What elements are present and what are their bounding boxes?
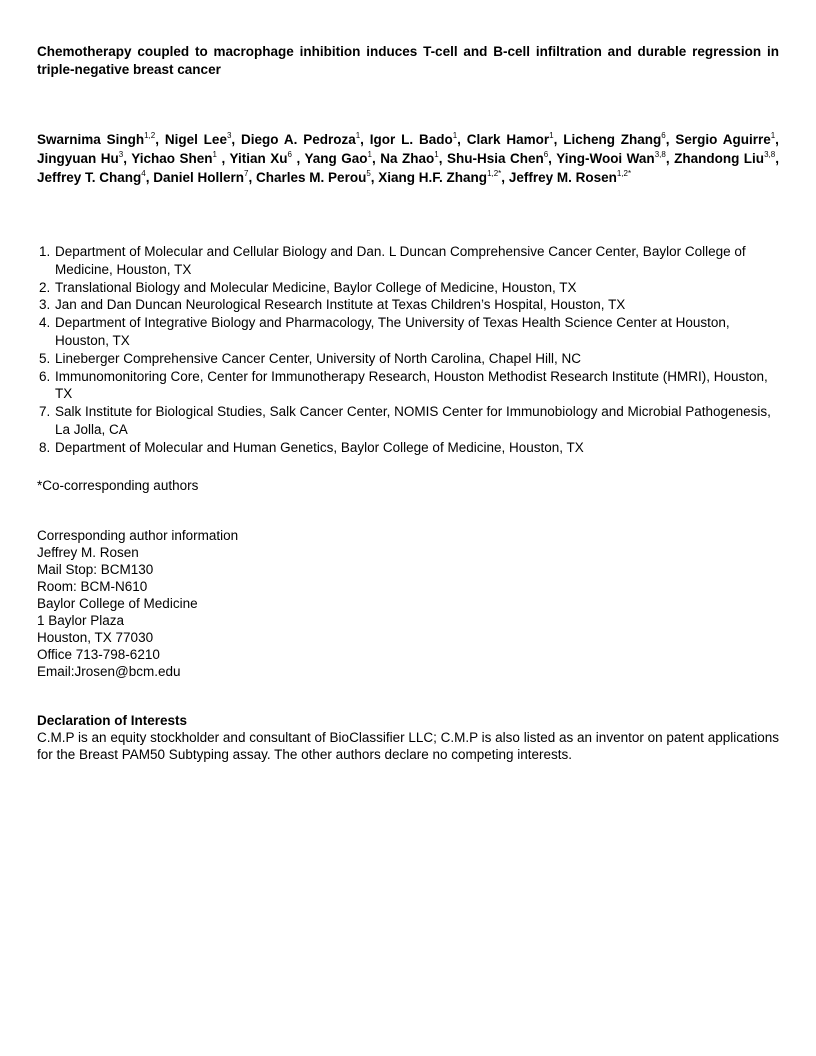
author-name: Swarnima Singh: [37, 132, 145, 147]
contact-line: Room: BCM-N610: [37, 579, 148, 594]
author-name: Clark Hamor: [466, 132, 550, 147]
contact-line: Houston, TX 77030: [37, 630, 154, 645]
author-separator: ,: [775, 151, 779, 166]
affiliation-item: [37, 314, 779, 350]
affiliation-text: Jan and Dan Duncan Neurological Research Institute at Texas Children’s Hospital, Houston, TX: [55, 297, 626, 313]
author-affiliation-sup: 6: [543, 150, 549, 159]
affiliation-item: [37, 296, 779, 314]
author-affiliation-sup: 1,2*: [487, 169, 502, 178]
author-affiliation-sup: 1: [770, 131, 776, 140]
affiliation-text: Immunomonitoring Core, Center for Immunotherapy Research, Houston Methodist Research Institute (HMRI), Houston, TX: [55, 368, 768, 402]
author-name: Jeffrey T. Chang: [37, 170, 142, 185]
author-name: Xiang H.F. Zhang: [378, 170, 488, 185]
author-separator: ,: [291, 151, 301, 166]
author-name: Igor L. Bado: [369, 132, 453, 147]
affiliation-number: 6.: [39, 368, 51, 384]
affiliation-item: [37, 243, 779, 279]
author-affiliation-sup: 1: [549, 131, 554, 140]
author-affiliation-sup: 1: [212, 150, 217, 159]
author-name: Nigel Lee: [164, 132, 227, 147]
author-separator: ,: [553, 132, 558, 147]
author-affiliation-sup: 6: [661, 131, 666, 140]
paper-title: Chemotherapy coupled to macrophage inhibition induces T-cell and B-cell infiltration and durable regression in triple-negative breast cancer: [37, 44, 779, 77]
author-separator: ,: [155, 132, 159, 147]
author-affiliation-sup: 3: [226, 131, 232, 140]
author-affiliation-sup: 3: [118, 150, 124, 159]
affiliation-number: 7.: [39, 404, 51, 420]
author-affiliation-sup: 5: [366, 169, 371, 178]
declaration-of-interests: [37, 712, 779, 763]
contact-line: Baylor College of Medicine: [37, 596, 198, 611]
author-separator: ,: [231, 132, 236, 147]
affiliation-number: 1.: [39, 244, 51, 259]
affiliation-number: 5.: [39, 350, 51, 366]
author-separator: ,: [360, 132, 364, 147]
affiliation-text: Salk Institute for Biological Studies, Salk Cancer Center, NOMIS Center for Immunobiology and Microbial Pathogenesis, La Jolla, CA: [55, 404, 771, 437]
affiliation-number: 8.: [39, 439, 51, 455]
author-name: Yitian Xu: [229, 151, 288, 166]
author-separator: ,: [548, 151, 552, 166]
affiliation-item: [37, 350, 779, 368]
author-affiliation-sup: 7: [244, 169, 249, 178]
contact-line: Mail Stop: BCM130: [37, 562, 154, 577]
author-separator: ,: [501, 170, 506, 185]
author-name: Na Zhao: [380, 151, 435, 166]
affiliation-item: [37, 439, 779, 457]
author-affiliation-sup: 3,8: [654, 150, 666, 159]
author-separator: ,: [145, 170, 150, 185]
author-name: Jeffrey M. Rosen: [508, 170, 617, 185]
affiliation-item: [37, 279, 779, 297]
affiliation-text: Lineberger Comprehensive Cancer Center, University of North Carolina, Chapel Hill, NC: [55, 350, 581, 366]
affiliation-text: Department of Integrative Biology and Pharmacology, The University of Texas Health Science Center at Houston, Houston, TX: [55, 315, 730, 348]
author-separator: ,: [123, 151, 127, 166]
author-affiliation-sup: 1: [355, 131, 361, 140]
author-name: Yang Gao: [304, 151, 368, 166]
author-name: Licheng Zhang: [563, 132, 662, 147]
author-separator: ,: [457, 132, 461, 147]
author-affiliation-sup: 6: [287, 150, 292, 159]
affiliation-text: Translational Biology and Molecular Medicine, Baylor College of Medicine, Houston, TX: [55, 279, 577, 295]
author-affiliation-sup: 1: [367, 150, 372, 159]
contact-line: Office 713-798-6210: [37, 647, 160, 662]
co-corresponding-note: *Co-corresponding authors: [37, 478, 199, 493]
affiliation-text: Department of Molecular and Cellular Biology and Dan. L Duncan Comprehensive Cancer Center, Baylor College of Medicine, Houston, TX: [55, 244, 746, 277]
affiliation-number: 2.: [39, 279, 51, 295]
author-separator: ,: [665, 151, 670, 166]
author-separator: ,: [216, 151, 226, 166]
contact-line: 1 Baylor Plaza: [37, 613, 125, 628]
author-separator: ,: [438, 151, 443, 166]
author-name: Ying-Wooi Wan: [556, 151, 655, 166]
corresponding-author-info: [37, 527, 238, 680]
affiliation-text: Department of Molecular and Human Genetics, Baylor College of Medicine, Houston, TX: [55, 439, 584, 455]
author-affiliation-sup: 1: [434, 150, 439, 159]
author-name: Diego A. Pedroza: [241, 132, 356, 147]
contact-email: Email:Jrosen@bcm.edu: [37, 664, 181, 679]
author-affiliation-sup: 1,2: [144, 131, 156, 140]
affiliation-item: [37, 368, 779, 404]
author-name: Sergio Aguirre: [675, 132, 771, 147]
author-affiliation-sup: 1,2*: [616, 169, 632, 178]
affiliation-number: 3.: [39, 297, 51, 313]
affiliation-number: 4.: [39, 315, 51, 331]
author-affiliation-sup: 3,8: [764, 150, 776, 159]
author-name: Charles M. Perou: [256, 170, 367, 185]
author-name: Zhandong Liu: [674, 151, 765, 166]
declaration-body: C.M.P is an equity stockholder and consultant of BioClassifier LLC; C.M.P is also listed as an inventor on patent applications for the Breast PAM50 Subtyping assay. The other authors declare no competing interests.: [37, 730, 779, 762]
author-name: Daniel Hollern: [153, 170, 245, 185]
affiliation-list: [37, 243, 779, 457]
contact-line: Jeffrey M. Rosen: [37, 545, 139, 560]
author-name: Jingyuan Hu: [37, 151, 119, 166]
author-name: Shu-Hsia Chen: [446, 151, 544, 166]
declaration-heading: Declaration of Interests: [37, 713, 188, 728]
author-list: [37, 130, 779, 187]
affiliation-item: [37, 403, 779, 439]
author-name: Yichao Shen: [131, 151, 213, 166]
author-separator: ,: [775, 132, 779, 147]
author-affiliation-sup: 1: [452, 131, 458, 140]
author-affiliation-sup: 4: [141, 169, 146, 178]
author-separator: ,: [248, 170, 253, 185]
author-separator: ,: [665, 132, 670, 147]
author-separator: ,: [370, 170, 375, 185]
contact-heading: Corresponding author information: [37, 528, 239, 543]
author-separator: ,: [371, 151, 376, 166]
